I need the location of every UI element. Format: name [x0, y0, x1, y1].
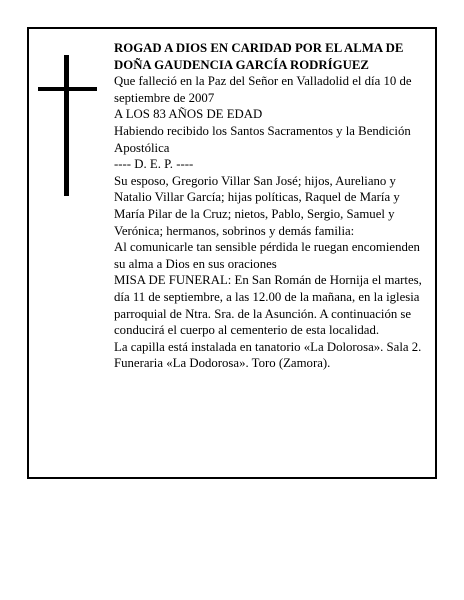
cross-horizontal-bar: [38, 87, 97, 91]
funeral-mass-details: MISA DE FUNERAL: En San Román de Hornija el martes, día 11 de septiembre, a las 12.00 de la mañana, en la iglesia parroquial de Ntra. Sra. de la Asunción. A continuación se conducirá el cuerpo al cementerio de esta localidad.: [114, 273, 422, 338]
cross-vertical-bar: [64, 55, 69, 196]
sacraments-statement: Habiendo recibido los Santos Sacramentos y la Bendición Apostólica: [114, 123, 411, 155]
cross-icon: [38, 55, 97, 196]
family-list: Su esposo, Gregorio Villar San José; hijos, Aureliano y Natalio Villar García; hijas políticas, Raquel de María y María Pilar de la Cruz; nietos, Pablo, Sergio, Samuel y Verónica; hermanos, sobrinos y demás familia:: [114, 173, 400, 238]
prayer-request: Al comunicarle tan sensible pérdida le ruegan encomienden su alma a Dios en sus oraciones: [114, 240, 420, 271]
deceased-name: DOÑA GAUDENCIA GARCÍA RODRÍGUEZ: [114, 57, 369, 72]
rip-line: ---- D. E. P. ----: [114, 157, 194, 172]
funeral-home: Funeraria «La Dodorosa». Toro (Zamora).: [114, 356, 331, 371]
notice-heading: ROGAD A DIOS EN CARIDAD POR EL ALMA DE: [114, 41, 404, 55]
death-statement: Que falleció en la Paz del Señor en Valladolid el día 10 de septiembre de 2007: [114, 74, 412, 105]
age-statement: A LOS 83 AÑOS DE EDAD: [114, 107, 263, 122]
chapel-location: La capilla está instalada en tanatorio «La Dolorosa». Sala 2.: [114, 339, 422, 354]
obituary-text: [114, 40, 426, 372]
